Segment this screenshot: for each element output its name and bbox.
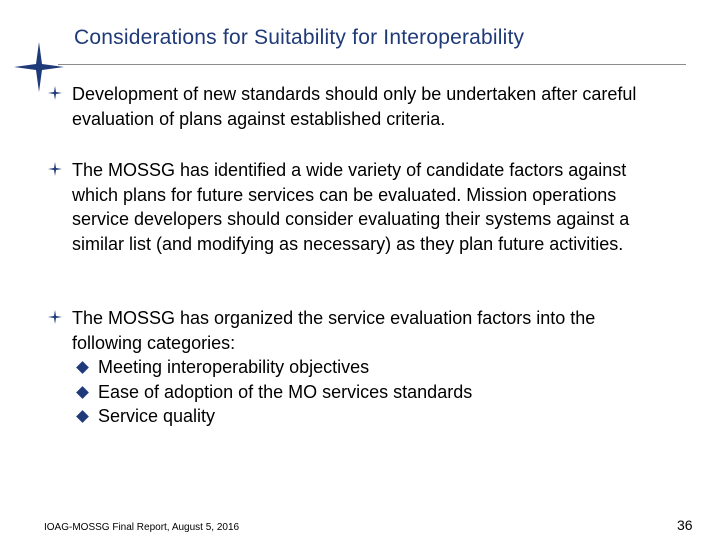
bullet-item (48, 158, 668, 256)
sub-bullet-item (72, 404, 668, 429)
sub-bullet-text: Service quality (98, 406, 216, 426)
plus-star-icon (48, 86, 62, 100)
sub-bullet-text: Ease of adoption of the MO services standards (98, 381, 473, 402)
page-number: 36 (677, 517, 693, 533)
bullet-item (48, 306, 668, 429)
bullet-text: The MOSSG has organized the service evaluation factors into the following categories: (72, 308, 596, 353)
diamond-icon (76, 410, 89, 423)
plus-star-icon (48, 310, 62, 324)
sub-bullet-item (72, 355, 668, 380)
slide-title: Considerations for Suitability for Interoperability (74, 26, 525, 49)
diamond-icon (76, 361, 89, 374)
plus-star-icon (48, 162, 62, 176)
bullet-item (48, 82, 668, 131)
sub-bullet-text: Meeting interoperability objectives (98, 357, 370, 377)
sub-bullet-item (72, 380, 668, 405)
footer-text: IOAG-MOSSG Final Report, August 5, 2016 (44, 522, 240, 533)
diamond-icon (76, 386, 89, 399)
bullet-text: The MOSSG has identified a wide variety of candidate factors against which plans for future services can be evaluated. Mission operations service developers should consider evaluating their systems against a similar list (and modifying as necessary) as they plan future activities. (72, 160, 630, 254)
bullet-text: Development of new standards should only be undertaken after careful evaluation of plans against established criteria. (72, 84, 637, 129)
title-divider (58, 64, 686, 65)
